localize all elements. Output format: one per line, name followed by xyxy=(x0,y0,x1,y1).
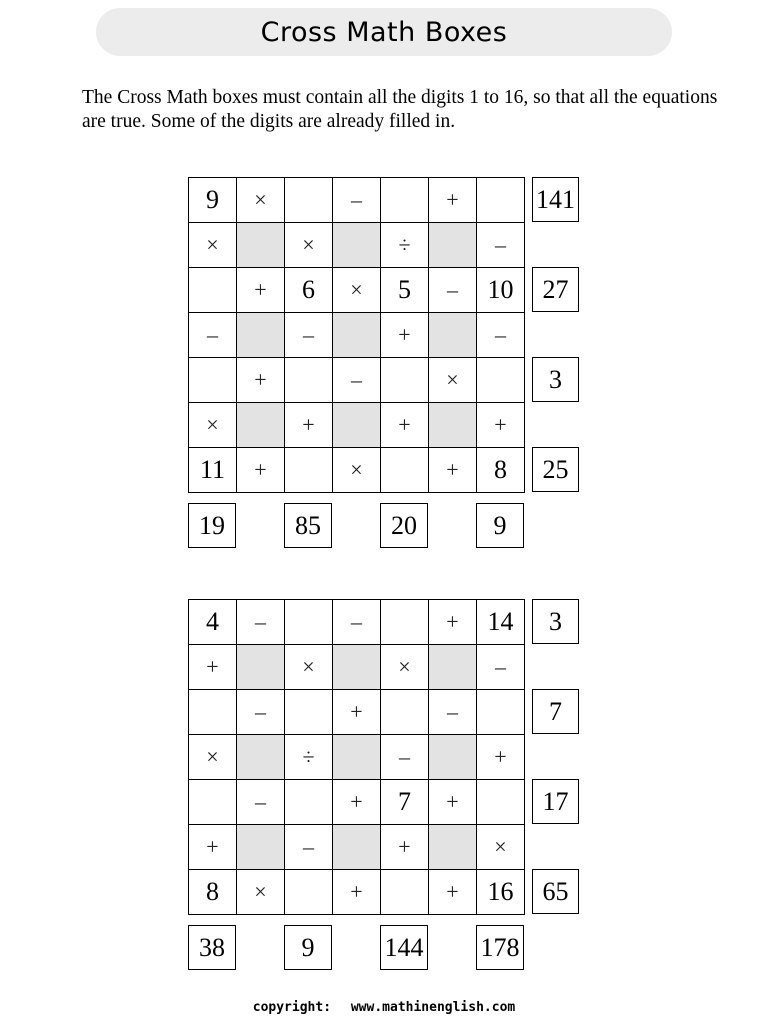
operator-cell: × xyxy=(429,358,477,403)
instructions-text: The Cross Math boxes must contain all the digits 1 to 16, so that all the equations are true. Some of the digits are already filled in. xyxy=(82,87,718,132)
operator-cell: + xyxy=(429,870,477,915)
number-cell[interactable] xyxy=(285,358,333,403)
row-result-box: 141 xyxy=(532,177,579,222)
number-cell[interactable] xyxy=(381,690,429,735)
operator-cell: + xyxy=(237,268,285,313)
operator-cell: ÷ xyxy=(381,223,429,268)
operator-cell: × xyxy=(237,870,285,915)
number-cell[interactable]: 7 xyxy=(381,780,429,825)
number-cell[interactable] xyxy=(189,690,237,735)
shaded-cell xyxy=(429,223,477,268)
number-cell[interactable] xyxy=(477,178,525,223)
number-cell[interactable] xyxy=(381,600,429,645)
operator-cell: × xyxy=(285,223,333,268)
number-cell[interactable]: 6 xyxy=(285,268,333,313)
shaded-cell xyxy=(237,645,285,690)
operator-cell: – xyxy=(477,645,525,690)
copyright-label: copyright: xyxy=(252,1000,332,1015)
operator-cell: × xyxy=(285,645,333,690)
operator-cell: ÷ xyxy=(285,735,333,780)
operator-cell: × xyxy=(477,825,525,870)
row-result-box: 3 xyxy=(532,357,579,402)
operator-cell: + xyxy=(381,313,429,358)
number-cell[interactable]: 9 xyxy=(189,178,237,223)
number-cell[interactable]: 8 xyxy=(189,870,237,915)
operator-cell: + xyxy=(237,448,285,493)
row-result-box: 65 xyxy=(532,869,579,914)
operator-cell: + xyxy=(429,178,477,223)
shaded-cell xyxy=(237,313,285,358)
operator-cell: + xyxy=(189,825,237,870)
operator-cell: × xyxy=(237,178,285,223)
shaded-cell xyxy=(237,403,285,448)
number-cell[interactable]: 10 xyxy=(477,268,525,313)
operator-cell: + xyxy=(477,403,525,448)
number-cell[interactable] xyxy=(285,600,333,645)
operator-cell: – xyxy=(285,825,333,870)
operator-cell: – xyxy=(333,178,381,223)
shaded-cell xyxy=(429,403,477,448)
operator-cell: + xyxy=(381,825,429,870)
operator-cell: – xyxy=(237,780,285,825)
operator-cell: + xyxy=(333,690,381,735)
operator-cell: – xyxy=(381,735,429,780)
operator-cell: + xyxy=(237,358,285,403)
operator-cell: + xyxy=(477,735,525,780)
shaded-cell xyxy=(333,313,381,358)
operator-cell: – xyxy=(429,690,477,735)
operator-cell: + xyxy=(333,780,381,825)
operator-cell: × xyxy=(333,448,381,493)
number-cell[interactable] xyxy=(189,268,237,313)
operator-cell: + xyxy=(429,780,477,825)
number-cell[interactable] xyxy=(285,690,333,735)
shaded-cell xyxy=(333,645,381,690)
operator-cell: + xyxy=(333,870,381,915)
operator-cell: – xyxy=(237,600,285,645)
number-cell[interactable] xyxy=(381,178,429,223)
operator-cell: – xyxy=(333,600,381,645)
shaded-cell xyxy=(333,735,381,780)
number-cell[interactable]: 5 xyxy=(381,268,429,313)
number-cell[interactable] xyxy=(285,448,333,493)
website-link[interactable]: www.mathinenglish.com xyxy=(350,1000,516,1015)
shaded-cell xyxy=(333,825,381,870)
puzzle-grid xyxy=(188,599,525,915)
column-result-box: 9 xyxy=(476,503,524,548)
shaded-cell xyxy=(429,825,477,870)
operator-cell: – xyxy=(189,313,237,358)
operator-cell: + xyxy=(189,645,237,690)
number-cell[interactable] xyxy=(285,780,333,825)
row-result-box: 25 xyxy=(532,447,579,492)
shaded-cell xyxy=(237,825,285,870)
number-cell[interactable] xyxy=(477,358,525,403)
number-cell[interactable] xyxy=(285,178,333,223)
row-result-box: 27 xyxy=(532,267,579,312)
shaded-cell xyxy=(237,735,285,780)
number-cell[interactable]: 4 xyxy=(189,600,237,645)
operator-cell: × xyxy=(189,223,237,268)
number-cell[interactable] xyxy=(189,358,237,403)
column-result-box: 38 xyxy=(188,925,236,970)
column-result-box: 144 xyxy=(380,925,428,970)
puzzle-grid xyxy=(188,177,525,493)
operator-cell: × xyxy=(189,735,237,780)
operator-cell: + xyxy=(429,600,477,645)
column-result-box: 85 xyxy=(284,503,332,548)
row-result-box: 3 xyxy=(532,599,579,644)
column-result-box: 178 xyxy=(476,925,524,970)
row-result-box: 7 xyxy=(532,689,579,734)
operator-cell: – xyxy=(477,313,525,358)
number-cell[interactable] xyxy=(477,780,525,825)
page-title: Cross Math Boxes xyxy=(260,16,508,48)
column-result-box: 9 xyxy=(284,925,332,970)
operator-cell: – xyxy=(285,313,333,358)
operator-cell: + xyxy=(381,403,429,448)
number-cell[interactable] xyxy=(477,690,525,735)
number-cell[interactable]: 16 xyxy=(477,870,525,915)
operator-cell: + xyxy=(429,448,477,493)
number-cell[interactable]: 14 xyxy=(477,600,525,645)
footer xyxy=(0,1000,768,1015)
operator-cell: × xyxy=(333,268,381,313)
shaded-cell xyxy=(429,735,477,780)
number-cell[interactable]: 8 xyxy=(477,448,525,493)
operator-cell: + xyxy=(285,403,333,448)
column-result-box: 19 xyxy=(188,503,236,548)
number-cell[interactable] xyxy=(381,448,429,493)
title-banner xyxy=(96,8,672,56)
operator-cell: – xyxy=(477,223,525,268)
column-result-box: 20 xyxy=(380,503,428,548)
number-cell[interactable] xyxy=(285,870,333,915)
row-result-box: 17 xyxy=(532,779,579,824)
shaded-cell xyxy=(333,403,381,448)
number-cell[interactable] xyxy=(189,780,237,825)
shaded-cell xyxy=(333,223,381,268)
shaded-cell xyxy=(429,313,477,358)
operator-cell: – xyxy=(429,268,477,313)
operator-cell: – xyxy=(333,358,381,403)
number-cell[interactable]: 11 xyxy=(189,448,237,493)
operator-cell: – xyxy=(237,690,285,735)
operator-cell: × xyxy=(189,403,237,448)
number-cell[interactable] xyxy=(381,870,429,915)
shaded-cell xyxy=(429,645,477,690)
number-cell[interactable] xyxy=(381,358,429,403)
operator-cell: × xyxy=(381,645,429,690)
shaded-cell xyxy=(237,223,285,268)
